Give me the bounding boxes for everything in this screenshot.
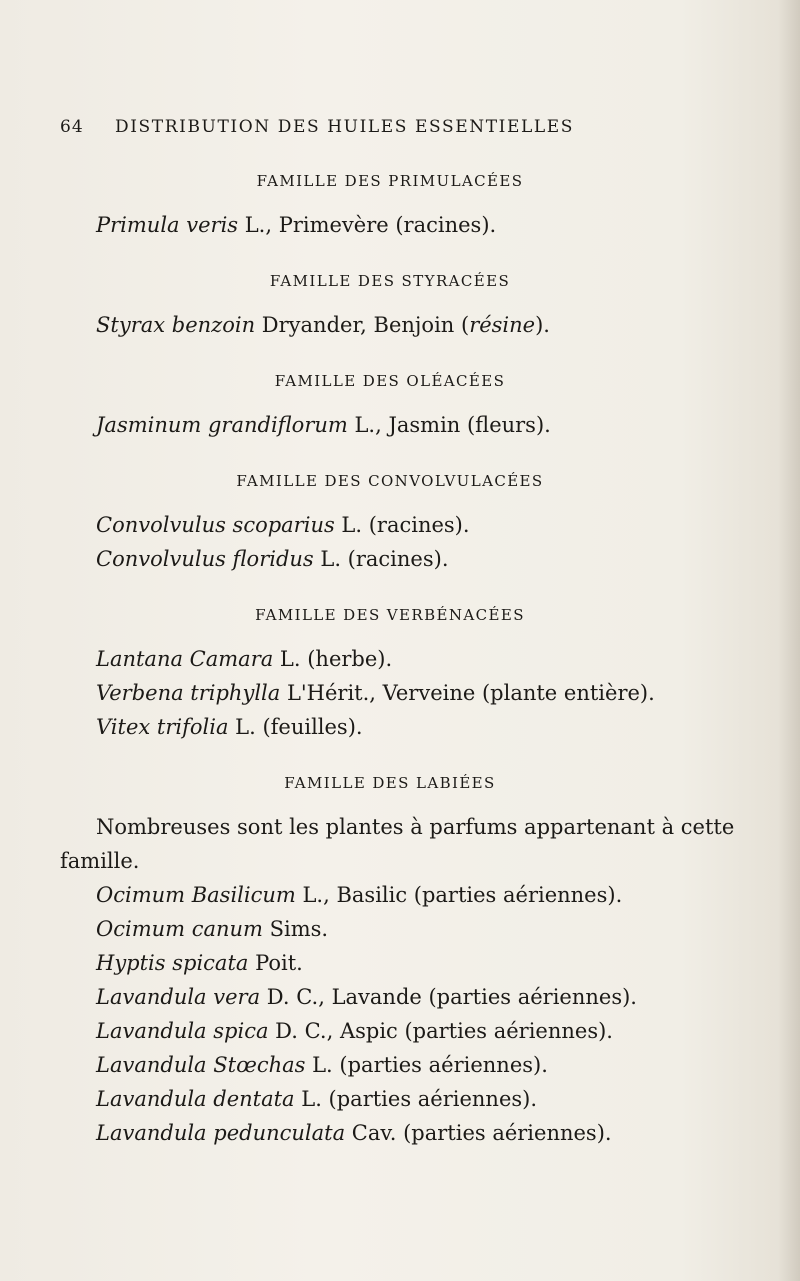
entry-text: L. (feuilles). [228, 715, 363, 739]
species-entry [96, 1014, 750, 1048]
species-entry [96, 676, 750, 710]
latin-name: Hyptis spicata [96, 951, 249, 975]
entry-text: L. (herbe). [273, 647, 393, 671]
family-heading-convolvulacees: FAMILLE DES CONVOLVULACÉES [236, 472, 544, 490]
species-entry [96, 1116, 750, 1150]
family-heading-primulacees: FAMILLE DES PRIMULACÉES [256, 172, 524, 190]
family-heading-labiees: FAMILLE DES LABIÉES [284, 774, 496, 792]
entry-text: L. (parties aériennes). [305, 1053, 548, 1077]
entry-text: Cav. (parties aériennes). [345, 1121, 612, 1145]
latin-name: Lavandula vera [96, 985, 261, 1009]
entry-text: L. (racines). [334, 513, 470, 537]
species-entry [96, 542, 750, 576]
entry-text: Poit. [248, 951, 303, 975]
entry-text: L., Basilic (parties aériennes). [295, 883, 623, 907]
entry-text: L., Primevère (racines). [238, 213, 497, 237]
running-title: DISTRIBUTION DES HUILES ESSENTIELLES [115, 117, 575, 137]
entry-text: L. (racines). [313, 547, 449, 571]
entry-text: D. C., Lavande (parties aériennes). [260, 985, 637, 1009]
species-entry [96, 408, 750, 442]
family-heading-styracees: FAMILLE DES STYRACÉES [269, 272, 511, 290]
latin-name: Primula veris [96, 213, 239, 237]
entry-text: Dryander, Benjoin ( [255, 313, 470, 337]
latin-name: Verbena triphylla [96, 681, 281, 705]
entry-text: Sims. [262, 917, 329, 941]
latin-name: Lavandula dentata [96, 1087, 295, 1111]
species-entry [96, 710, 750, 744]
species-entry [96, 642, 750, 676]
species-entry [96, 946, 750, 980]
latin-name: Ocimum canum [96, 917, 263, 941]
species-entry [96, 308, 750, 342]
latin-name: Vitex trifolia [96, 715, 229, 739]
entry-text: L., Jasmin (fleurs). [347, 413, 551, 437]
species-entry [96, 1048, 750, 1082]
latin-name: Lavandula pedunculata [96, 1121, 346, 1145]
entry-text: L. (parties aériennes). [294, 1087, 538, 1111]
species-entry [96, 208, 750, 242]
page-number: 64 [60, 117, 84, 137]
latin-name: Convolvulus floridus [96, 547, 314, 571]
species-entry [96, 878, 750, 912]
family-heading-oleacees: FAMILLE DES OLÉACÉES [274, 372, 506, 390]
latin-name: Lavandula spica [96, 1019, 269, 1043]
species-entry [96, 508, 750, 542]
family-intro-paragraph: Nombreuses sont les plantes à parfums appartenant à cette famille. [60, 815, 735, 873]
entry-text: L'Hérit., Verveine (plante entière). [280, 681, 655, 705]
page-edge-shadow [778, 0, 800, 1281]
page-body [60, 172, 750, 1150]
species-entry [96, 912, 750, 946]
entry-text: D. C., Aspic (parties aériennes). [268, 1019, 613, 1043]
part-used: résine [469, 313, 536, 337]
latin-name: Ocimum Basilicum [96, 883, 296, 907]
latin-name: Lantana Camara [96, 647, 274, 671]
species-entry [96, 1082, 750, 1116]
latin-name: Jasminum grandiflorum [96, 413, 348, 437]
latin-name: Styrax benzoin [96, 313, 256, 337]
species-entry [96, 980, 750, 1014]
entry-text-end: ). [535, 313, 550, 337]
latin-name: Lavandula Stœchas [96, 1053, 306, 1077]
family-heading-verbenacees: FAMILLE DES VERBÉNACÉES [255, 606, 525, 624]
latin-name: Convolvulus scoparius [96, 513, 335, 537]
